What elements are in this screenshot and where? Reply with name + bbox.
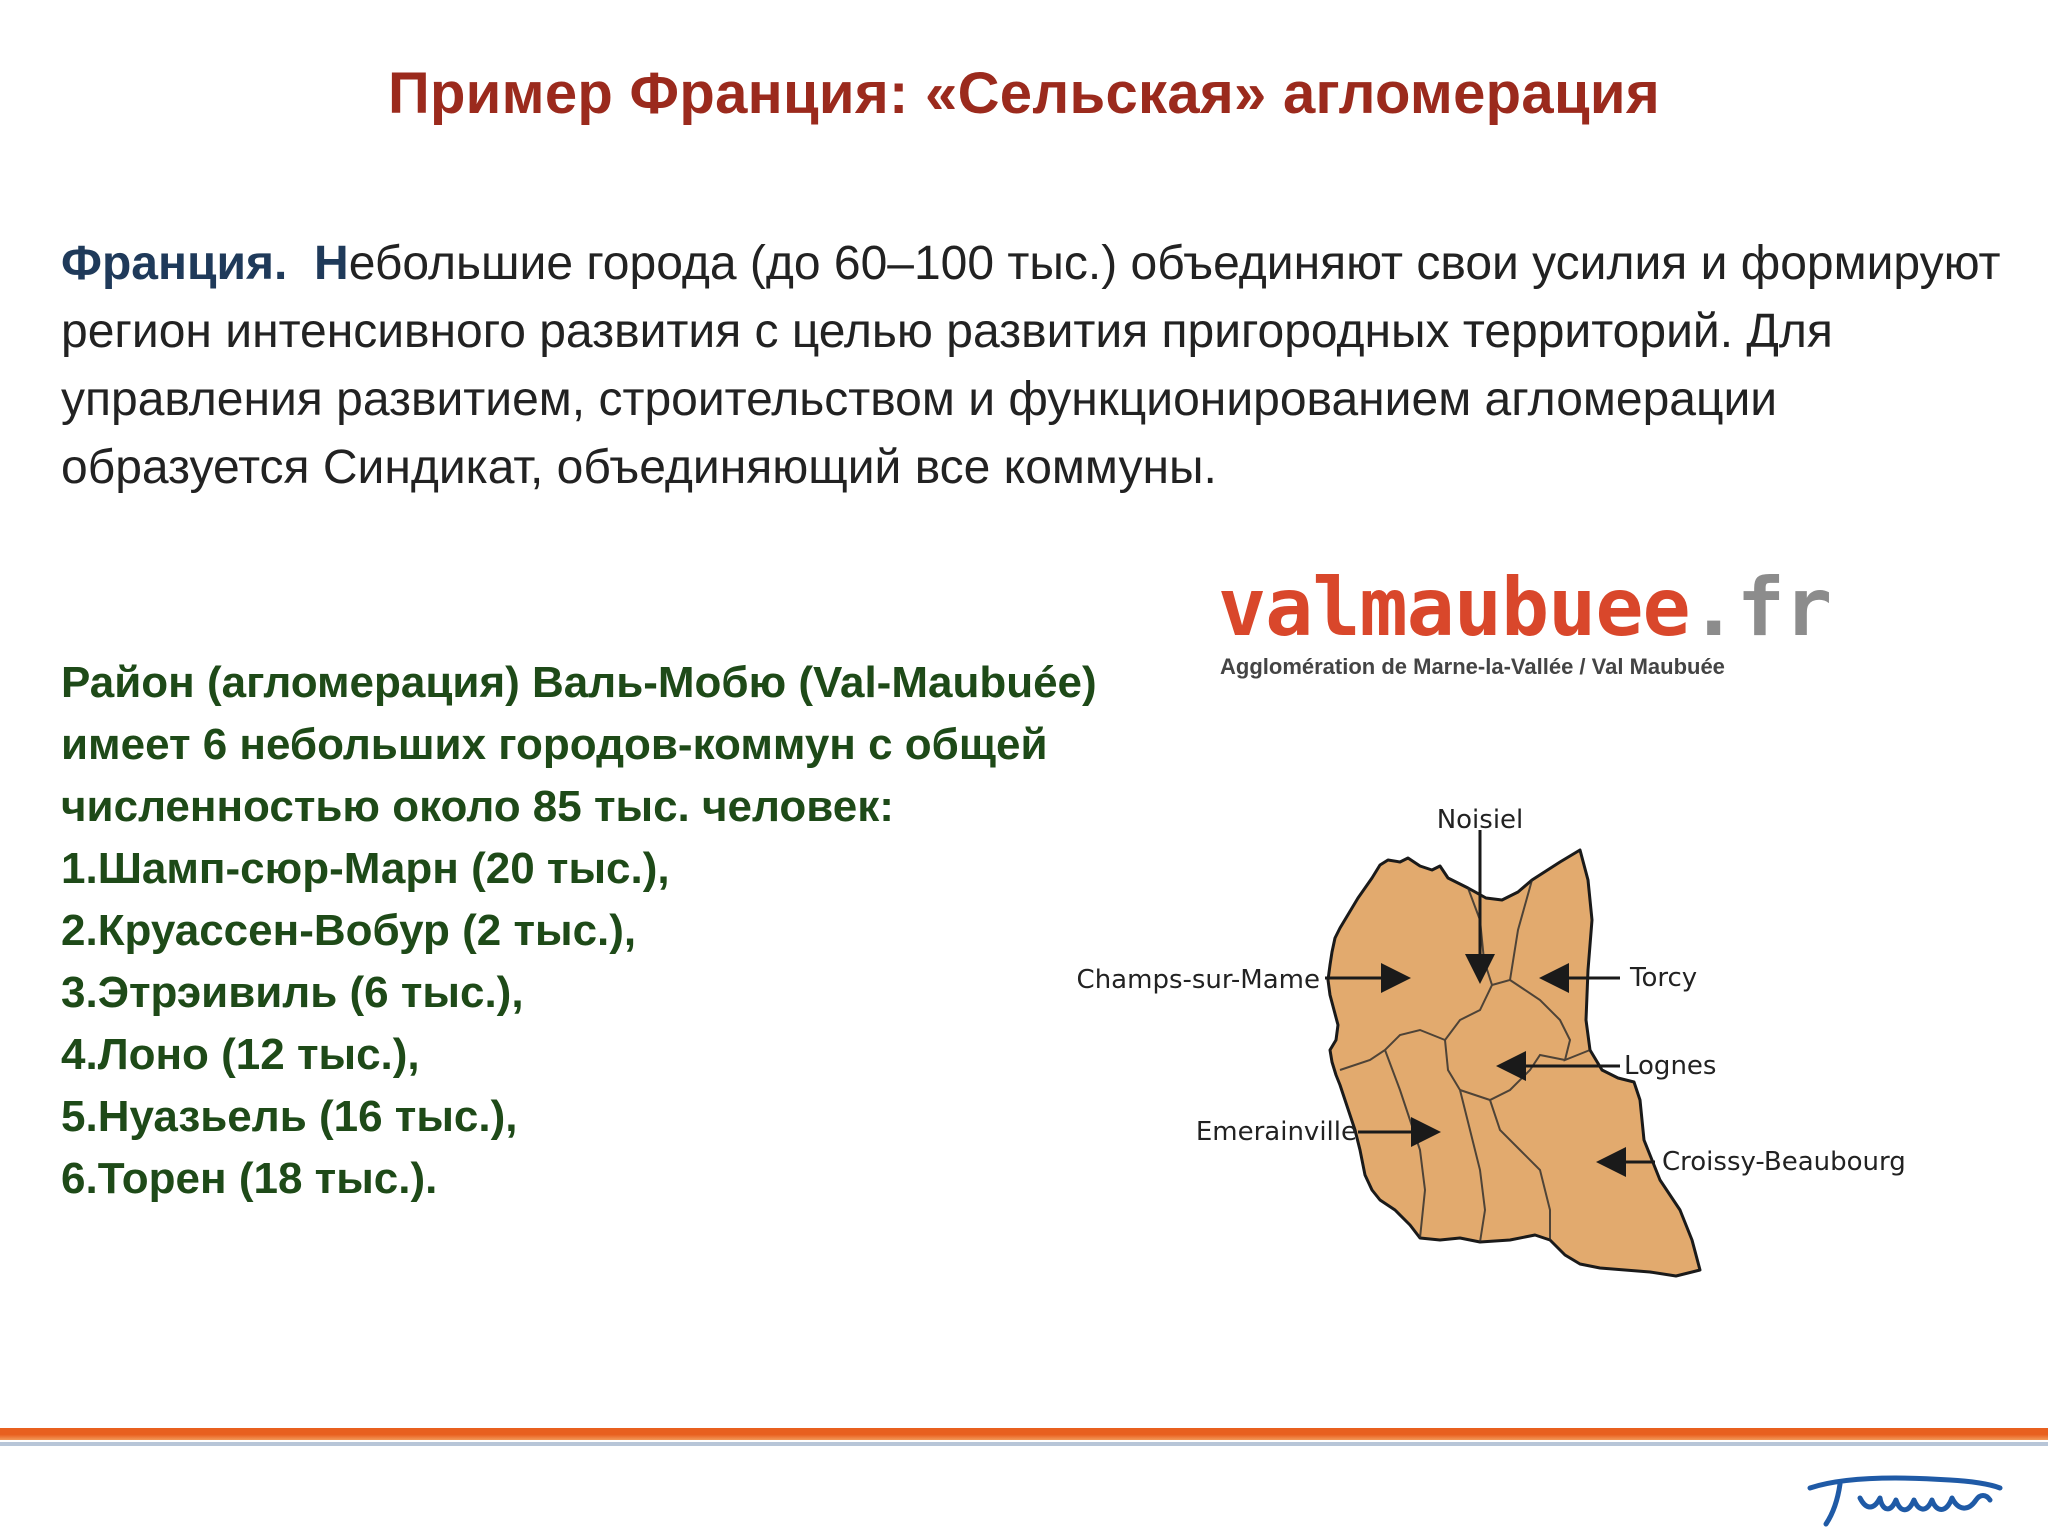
intro-paragraph xyxy=(61,230,2021,502)
slide-title: Пример Франция: «Сельская» агломерация xyxy=(387,61,1661,126)
town-list xyxy=(61,838,1181,1210)
logo-tld: .fr xyxy=(1689,561,1832,654)
map-label-noisiel: Noisiel xyxy=(1436,805,1524,835)
map-label-champs: Champs-sur-Mame xyxy=(1076,965,1320,995)
town-item: 4.Лоно (12 тыс.), xyxy=(61,1030,420,1079)
map-label-croissy: Croissy-Beaubourg xyxy=(1662,1147,1906,1177)
commune-map xyxy=(1040,770,1980,1330)
town-item: 3.Этрэивиль (6 тыс.), xyxy=(61,968,524,1017)
intro-cap-letter: Н xyxy=(314,237,349,290)
town-item: 5.Нуазьель (16 тыс.), xyxy=(61,1092,518,1141)
district-description: Район (агломерация) Валь-Мобю (Val-Maubuée) имеет 6 небольших городов-коммун с общей численностью около 85 тыс. человек: xyxy=(61,658,1097,831)
footer-accent-line xyxy=(0,1442,2048,1446)
map-label-torcy: Torcy xyxy=(1630,963,1698,993)
intro-text: ебольшие города (до 60–100 тыс.) объединяют свои усилия и формируют регион интенсивного развития с целью развития пригородных территорий. Для управления развитием, строительством и функционированием агломерации образуется Синдикат, объединяющий все коммуны. xyxy=(61,237,2001,494)
map-label-emerainville: Emerainville xyxy=(1195,1117,1357,1147)
intro-lead: Франция. xyxy=(61,237,288,290)
logo-name: valmaubuee xyxy=(1218,561,1690,654)
valmaubuee-logo xyxy=(1218,561,1832,654)
town-item: 6.Торен (18 тыс.). xyxy=(61,1154,438,1203)
publisher-logo-icon xyxy=(1800,1470,2010,1530)
map-label-lognes: Lognes xyxy=(1624,1051,1717,1081)
logo-subtitle: Agglomération de Marne-la-Vallée / Val Maubuée xyxy=(1220,654,1725,679)
footer-accent-bar xyxy=(0,1428,2048,1440)
town-item: 2.Круассен-Вобур (2 тыс.), xyxy=(61,906,637,955)
town-item: 1.Шамп-сюр-Марн (20 тыс.), xyxy=(61,844,670,893)
district-block xyxy=(61,652,1181,1210)
